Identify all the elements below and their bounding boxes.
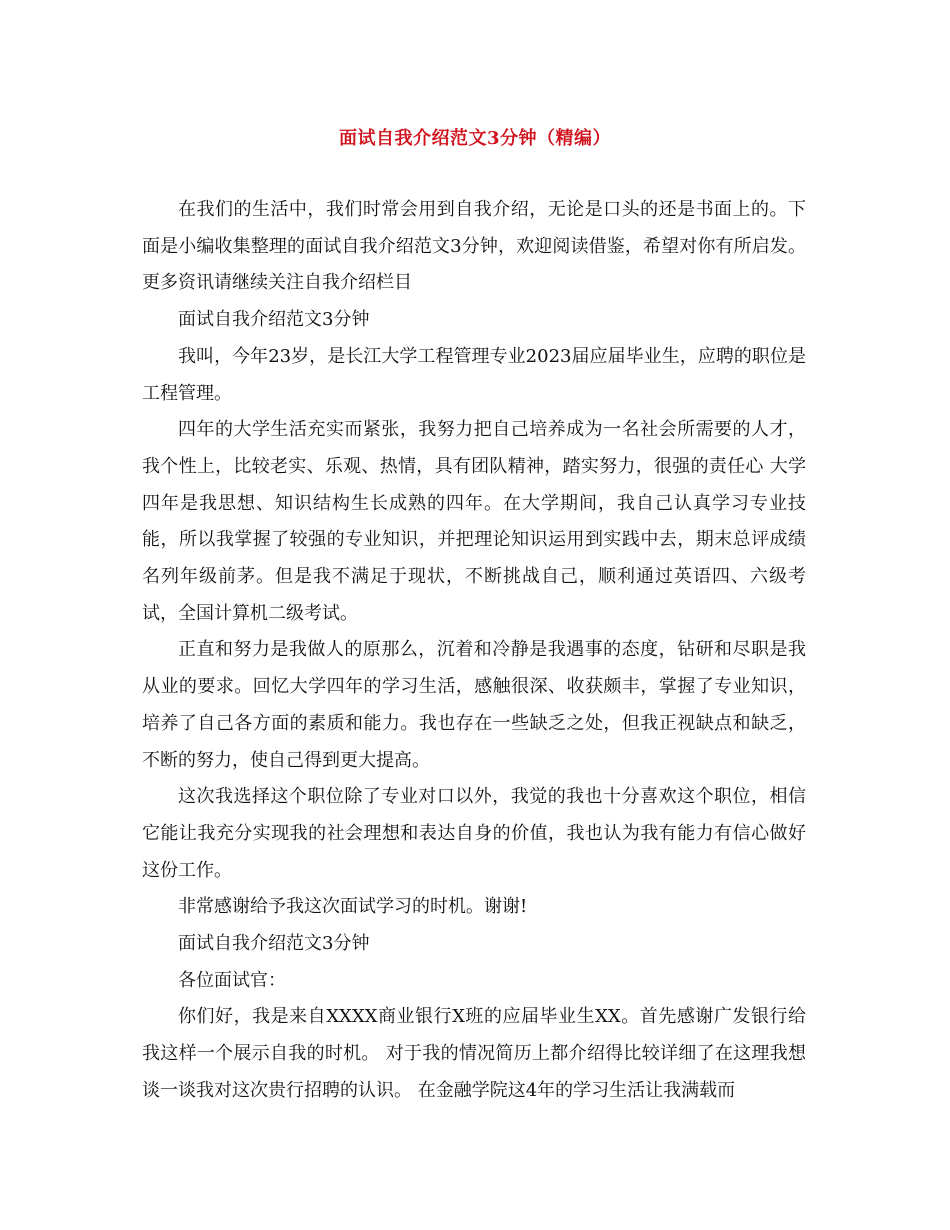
- paragraph-bank-intro: 你们好，我是来自XXXX商业银行X班的应届毕业生XX。首先感谢广发银行给我这样一个展示自我的时机。 对于我的情况简历上都介绍得比较详细了在这理我想谈一谈我对这次贵行招聘的认识。 在金融学院这4年的学习生活让我满载而: [142, 1006, 806, 1101]
- document-title: 面试自我介绍范文3分钟（精编）: [338, 128, 612, 149]
- paragraph-job-choice: 这次我选择这个职位除了专业对口以外，我觉的我也十分喜欢这个职位，相信它能让我充分实现我的社会理想和表达自身的价值，我也认为我有能力有信心做好这份工作。: [142, 786, 806, 881]
- paragraph-name-age: 我叫，今年23岁，是长江大学工程管理专业2023届应届毕业生，应聘的职位是工程管理。: [142, 345, 806, 404]
- section-heading-1: 面试自我介绍范文3分钟: [178, 309, 370, 331]
- paragraph-university-life: 四年的大学生活充实而紧张，我努力把自己培养成为一名社会所需要的人才，我个性上，比较老实、乐观、热情，具有团队精神，踏实努力，很强的责任心 大学四年是我思想、知识结构生长成熟的四年。在大学期间，我自己认真学习专业技能，所以我掌握了较强的专业知识，并把理论知识运用到实践中去，期末总评成绩名列年级前茅。但是我不满足于现状，不断挑战自己，顺利通过英语四、六级考试，全国计算机二级考试。: [142, 419, 806, 624]
- section-heading-2: 面试自我介绍范文3分钟: [178, 933, 370, 955]
- paragraph-greeting: 各位面试官：: [178, 969, 286, 991]
- paragraph-thanks: 非常感谢给予我这次面试学习的时机。谢谢!: [178, 896, 528, 918]
- paragraph-principles: 正直和努力是我做人的原那么，沉着和冷静是我遇事的态度，钻研和尽职是我从业的要求。回忆大学四年的学习生活，感触很深、收获颇丰，掌握了专业知识，培养了自己各方面的素质和能力。我也存在一些缺乏之处，但我正视缺点和缺乏，不断的努力，使自己得到更大提高。: [142, 639, 806, 771]
- intro-paragraph: 在我们的生活中，我们时常会用到自我介绍，无论是口头的还是书面上的。下面是小编收集整理的面试自我介绍范文3分钟，欢迎阅读借鉴，希望对你有所启发。更多资讯请继续关注自我介绍栏目: [142, 199, 806, 294]
- document-body: [142, 192, 806, 1110]
